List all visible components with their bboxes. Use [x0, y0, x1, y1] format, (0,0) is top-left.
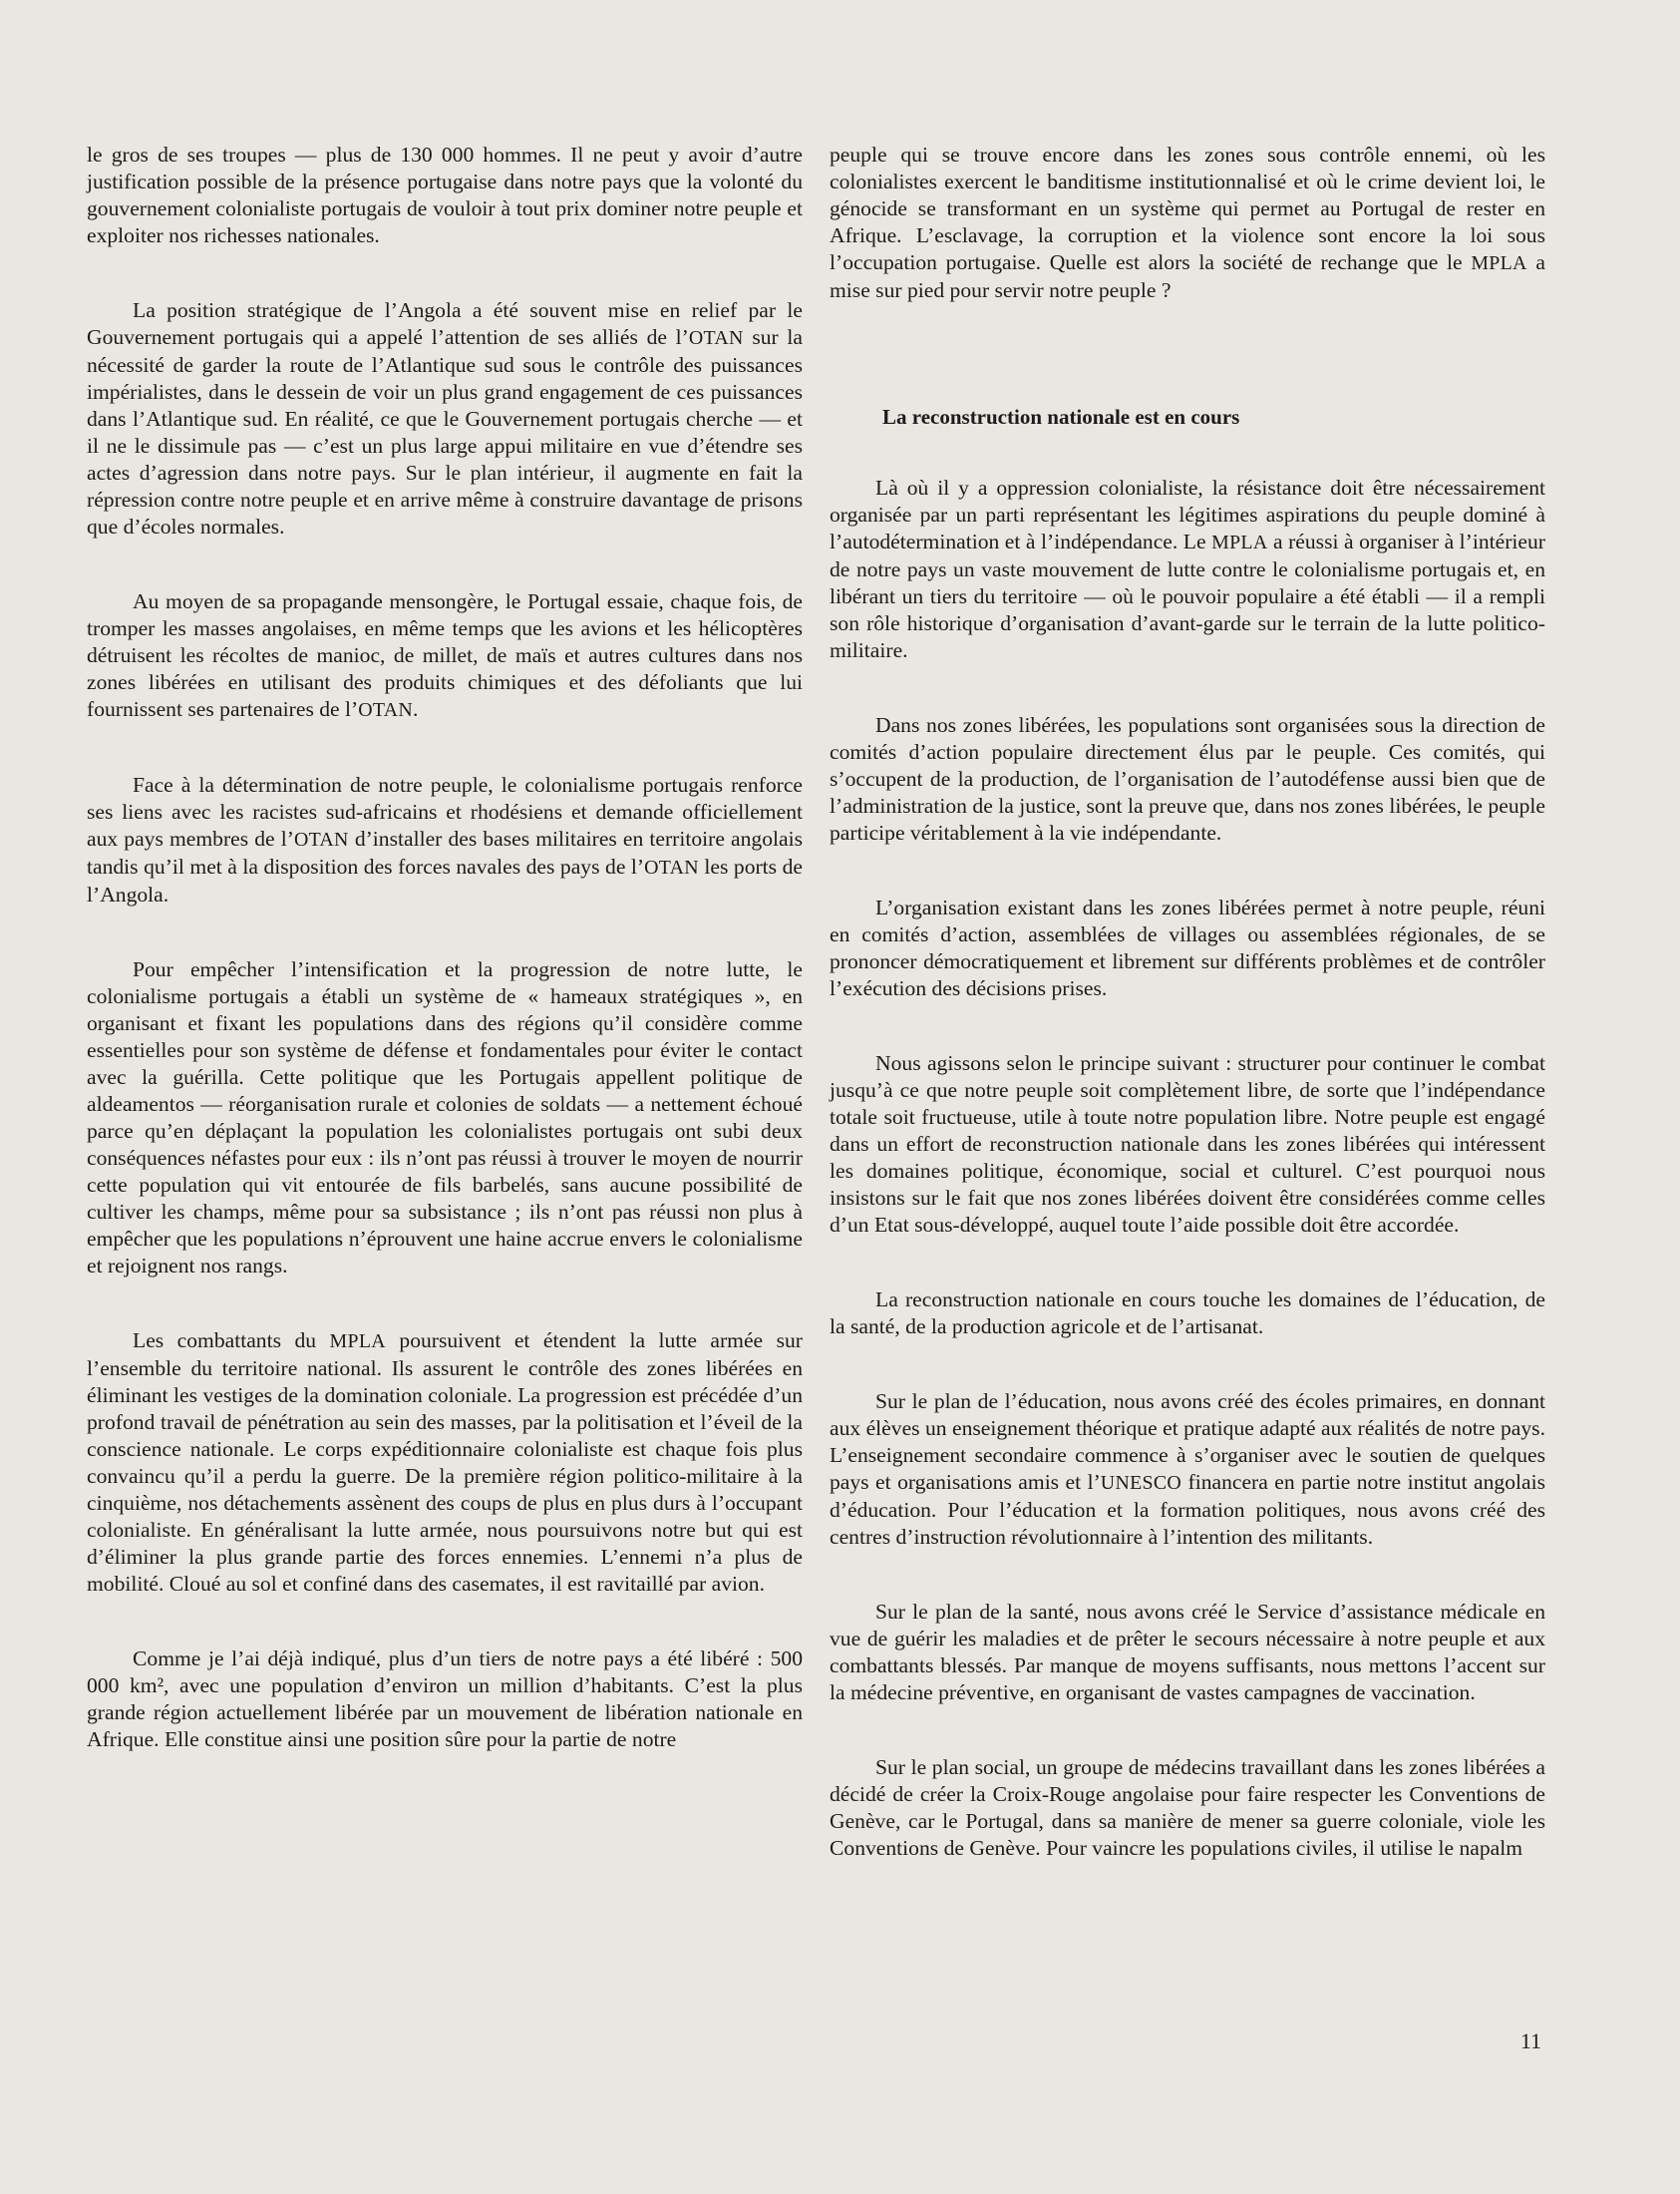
- right-column: [830, 142, 1545, 1862]
- paragraph: Là où il y a oppression colonialiste, la résistance doit être nécessairement organisée par un parti représentant les légitimes aspirations du peuple dominé à l’autodétermination et à l’indépendance. Le MPLA a réussi à organiser à l’intérieur de notre pays un vaste mouvement de lutte contre le colonialisme portugais et, en libérant un tiers du territoire — où le pouvoir populaire a été établi — il a rempli son rôle historique d’organisation d’avant-garde sur le terrain de la lutte politico-militaire.: [830, 476, 1545, 662]
- paragraph: Sur le plan de l’éducation, nous avons créé des écoles primaires, en donnant aux élèves un enseignement théorique et pratique adapté aux réalités de notre pays. L’enseignement secondaire commence à s’organiser avec le soutien de quelques pays et organisations amis et l’UNESCO financera en partie notre institut angolais d’éducation. Pour l’éducation et la formation politiques, nous avons créé des centres d’instruction révolutionnaire à l’intention des militants.: [830, 1389, 1545, 1549]
- paragraph: Comme je l’ai déjà indiqué, plus d’un tiers de notre pays a été libéré : 500 000 km², avec une population d’environ un million d’habitants. C’est la plus grande région actuellement libérée par un mouvement de libération nationale en Afrique. Elle constitue ainsi une position sûre pour la partie de notre: [87, 1646, 803, 1751]
- section-heading: La reconstruction nationale est en cours: [882, 405, 1240, 429]
- paragraph: Pour empêcher l’intensification et la progression de notre lutte, le colonialisme portugais a établi un système de « hameaux stratégiques », en organisant et fixant les populations dans des régions qu’il considère comme essentielles pour son système de défense et fondamentales pour éviter le contact avec la guérilla. Cette politique que les Portugais appellent politique de aldeamentos — réorganisation rurale et colonies de soldats — a nettement échoué parce qu’en déplaçant la population les colonialistes portugais ont subi deux conséquences néfastes pour eux : ils n’ont pas réussi à trouver le moyen de nourrir cette population qui vit entourée de fils barbelés, sans aucune possibilité de cultiver les champs, même pour sa subsistance ; ils n’ont pas réussi non plus à empêcher que les populations n’éprouvent une haine accrue envers le colonialisme et rejoignent nos rangs.: [87, 957, 803, 1278]
- paragraph: Les combattants du MPLA poursuivent et étendent la lutte armée sur l’ensemble du territoire national. Ils assurent le contrôle des zones libérées en éliminant les vestiges de la domination coloniale. La progression est précédée d’un profond travail de pénétration au sein des masses, par la politisation et l’éveil de la conscience nationale. Le corps expéditionnaire colonialiste est chaque fois plus convaincu qu’il a perdu la guerre. De la première région politico-militaire à la cinquième, nos détachements assènent des coups de plus en plus durs à l’occupant colonialiste. En généralisant la lutte armée, nous poursuivons notre but qui est d’éliminer la plus grande partie des forces ennemies. L’ennemi n’a plus de mobilité. Cloué au sol et confiné dans des casemates, il est ravitaillé par avion.: [87, 1328, 803, 1596]
- paragraph: peuple qui se trouve encore dans les zones sous contrôle ennemi, où les colonialistes exercent le banditisme institutionnalisé et où le crime devient loi, le génocide se transformant en un système qui permet au Portugal de rester en Afrique. L’esclavage, la corruption et la violence sont encore la loi sous l’occupation portugaise. Quelle est alors la société de rechange que le MPLA a mise sur pied pour servir notre peuple ?: [830, 143, 1546, 302]
- paragraph: Face à la détermination de notre peuple, le colonialisme portugais renforce ses liens avec les racistes sud-africains et rhodésiens et demande officiellement aux pays membres de l’OTAN d’installer des bases militaires en territoire angolais tandis qu’il met à la disposition des forces navales des pays de l’OTAN les ports de l’Angola.: [87, 773, 804, 907]
- paragraph: Sur le plan social, un groupe de médecins travaillant dans les zones libérées a décidé de créer la Croix-Rouge angolaise pour faire respecter les Conventions de Genève, car le Portugal, dans sa manière de mener sa guerre coloniale, viole les Conventions de Genève. Pour vaincre les populations civiles, il utilise le napalm: [830, 1755, 1545, 1860]
- paragraph: Au moyen de sa propagande mensongère, le Portugal essaie, chaque fois, de tromper les masses angolaises, en même temps que les avions et les hélicoptères détruisent les récoltes de manioc, de millet, de maïs et autres cultures dans nos zones libérées en utilisant des produits chimiques et des défoliants que lui fournissent ses partenaires de l’OTAN.: [87, 589, 803, 721]
- left-column: [87, 142, 803, 1753]
- paragraph: Sur le plan de la santé, nous avons créé le Service d’assistance médicale en vue de guérir les maladies et de prêter le secours nécessaire à notre peuple et aux combattants blessés. Par manque de moyens suffisants, nous mettons l’accent sur la médecine préventive, en organisant de vastes campagnes de vaccination.: [830, 1600, 1545, 1704]
- page-number: 11: [1519, 2028, 1541, 2053]
- paragraph: L’organisation existant dans les zones libérées permet à notre peuple, réuni en comités d’action, assemblées de villages ou assemblées régionales, de se prononcer démocratiquement et librement sur différents problèmes et de contrôler l’exécution des décisions prises.: [830, 896, 1545, 1000]
- paragraph: La position stratégique de l’Angola a été souvent mise en relief par le Gouvernement portugais qui a appelé l’attention de ses alliés de l’OTAN sur la nécessité de garder la route de l’Atlantique sud sous le contrôle des puissances impérialistes, dans le dessein de voir un plus grand engagement de ces puissances dans l’Atlantique sud. En réalité, ce que le Gouvernement portugais cherche — et il ne le dissimule pas — c’est un plus large appui militaire en vue d’étendre ses actes d’agression dans notre pays. Sur le plan intérieur, il augmente en fait la répression contre notre peuple et en arrive même à construire davantage de prisons que d’écoles normales.: [87, 298, 803, 539]
- paragraph: La reconstruction nationale en cours touche les domaines de l’éducation, de la santé, de la production agricole et de l’artisanat.: [830, 1287, 1545, 1338]
- paragraph: le gros de ses troupes — plus de 130 000 hommes. Il ne peut y avoir d’autre justification possible de la présence portugaise dans notre pays que la volonté du gouvernement colonialiste portugais de vouloir à tout prix dominer notre peuple et exploiter nos richesses nationales.: [87, 143, 803, 247]
- paragraph: Dans nos zones libérées, les populations sont organisées sous la direction de comités d’action populaire directement élus par le peuple. Ces comités, qui s’occupent de la production, de l’organisation de l’autodéfense aussi bien que de l’administration de la justice, sont la preuve que, dans nos zones libérées, le peuple participe véritablement à la vie indépendante.: [830, 713, 1545, 845]
- paragraph: Nous agissons selon le principe suivant : structurer pour continuer le combat jusqu’à ce que notre peuple soit complètement libre, de sorte que l’indépendance totale soit fructueuse, utile à toute notre population libre. Notre peuple est engagé dans un effort de reconstruction nationale dans les zones libérées qui intéressent les domaines politique, économique, social et culturel. C’est pourquoi nous insistons sur le fait que nos zones libérées doivent être considérées comme celles d’un Etat sous-développé, auquel toute l’aide possible doit être accordée.: [830, 1051, 1545, 1237]
